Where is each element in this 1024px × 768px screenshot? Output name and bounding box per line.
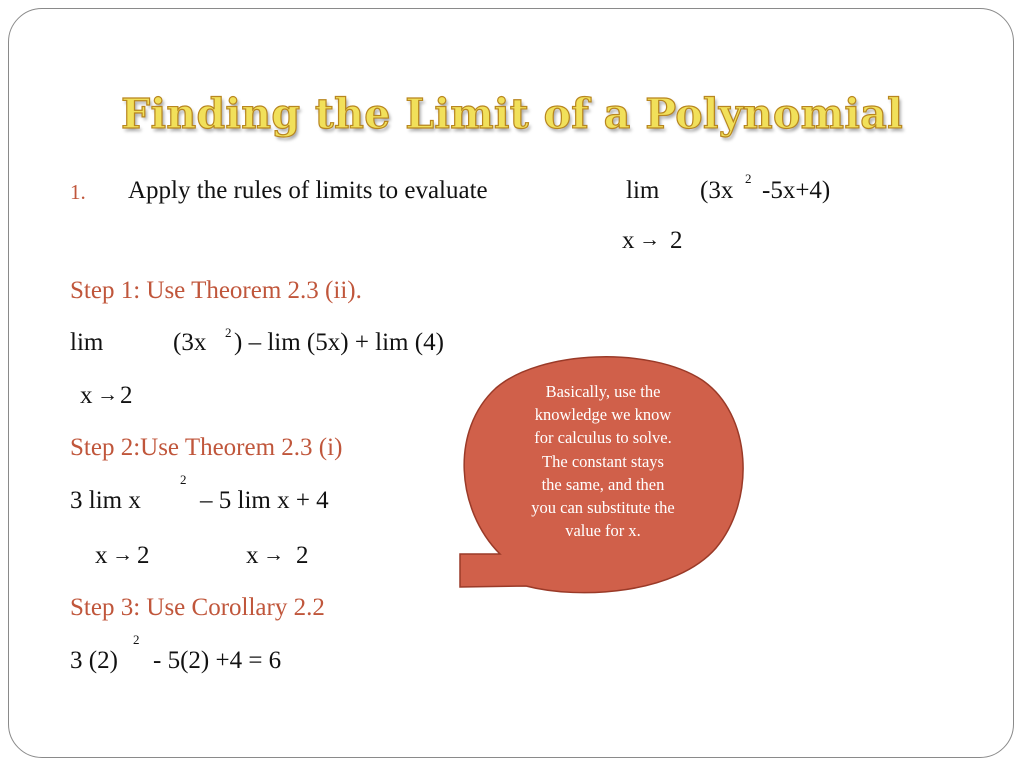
item1-sub-x: x [622,227,635,254]
list-number: 1. [70,180,86,204]
item1-expr-a: (3x [700,177,734,204]
step3-exponent: 2 [133,632,140,647]
item1-lim: lim [626,177,660,204]
step2-sub1-val: 2 [137,542,150,569]
item1-expr-b: -5x+4) [762,177,831,204]
step1-expr-a: (3x [173,329,207,356]
item1-exponent: 2 [745,171,752,186]
callout-line: knowledge we know [534,405,672,425]
callout-line: for calculus to solve. [534,428,672,448]
callout-line: value for x. [565,521,641,541]
step3-expr-a: 3 (2) [70,647,118,674]
item1-sub-arrow: → [639,227,660,251]
callout-line: the same, and then [541,474,665,494]
step1-expr-b: ) – lim (5x) + lim (4) [234,329,444,356]
step1-exponent: 2 [225,325,232,340]
step1-sub-arrow: → [97,382,118,406]
item1-text: Apply the rules of limits to evaluate [128,177,488,204]
callout-line: The constant stays [542,451,664,471]
step3-label: Step 3: Use Corollary 2.2 [70,594,325,621]
slide-title: Finding the Limit of a Polynomial [121,90,903,138]
step1-lim: lim [70,329,104,356]
step2-sub2-x: x [246,542,259,569]
item1-sub-val: 2 [670,227,683,254]
step1-sub-val: 2 [120,382,133,409]
callout-line: you can substitute the [531,498,675,518]
step2-sub2-arrow: → [263,542,284,566]
step3-expr-b: - 5(2) +4 = 6 [153,647,282,674]
callout-text [505,380,701,542]
step2-sub1-arrow: → [112,542,133,566]
step2-exponent: 2 [180,472,187,487]
step2-expr-a: 3 lim x [70,487,141,514]
step2-sub1-x: x [95,542,108,569]
step2-label: Step 2:Use Theorem 2.3 (i) [70,434,343,461]
step2-expr-b: – 5 lim x + 4 [200,487,329,514]
step1-sub-x: x [80,382,93,409]
callout-line: Basically, use the [545,382,661,401]
step1-label: Step 1: Use Theorem 2.3 (ii). [70,277,362,304]
step2-sub2-val: 2 [296,542,309,569]
